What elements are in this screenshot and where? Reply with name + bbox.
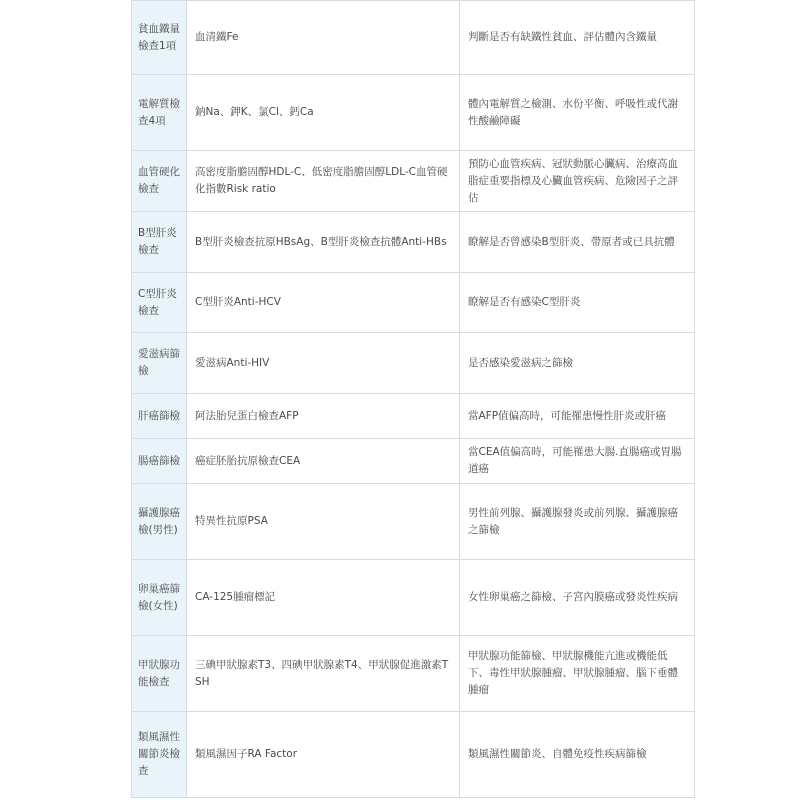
category-cell: [132, 560, 187, 636]
description-cell: [460, 484, 695, 560]
category-label: 甲狀腺功能檢查: [138, 658, 180, 688]
table-row: [132, 273, 695, 333]
table-row: [132, 484, 695, 560]
table-row: [132, 712, 695, 798]
item-cell: [187, 333, 460, 394]
category-label: 愛滋病篩檢: [138, 348, 180, 377]
description-label: 女性卵巢癌之篩檢、子宮內膜癌或發炎性疾病: [468, 591, 678, 603]
category-label: 血管硬化檢查: [138, 166, 180, 195]
description-cell: [460, 712, 695, 798]
item-label: B型肝炎檢查抗原HBsAg、B型肝炎檢查抗體Anti-HBs: [195, 235, 447, 248]
table-row: [132, 333, 695, 394]
category-label: B型肝炎檢查: [138, 227, 177, 256]
category-label: 電解質檢查4項: [138, 97, 180, 127]
item-cell: [187, 394, 460, 439]
description-cell: [460, 439, 695, 484]
item-cell: [187, 636, 460, 712]
description-label: 判斷是否有缺鐵性貧血、評估體內含鐵量: [468, 31, 657, 43]
category-label: 腸癌篩檢: [138, 454, 180, 467]
description-cell: [460, 273, 695, 333]
table-row: [132, 439, 695, 484]
table-row: [132, 394, 695, 439]
item-label: 血清鐵Fe: [195, 31, 239, 43]
table-row: [132, 212, 695, 273]
item-cell: [187, 439, 460, 484]
category-cell: [132, 636, 187, 712]
description-label: 預防心血管疾病、冠狀動脈心臟病、治療高血脂症重要指標及心臟血管疾病、危險因子之評估: [468, 157, 678, 204]
description-label: 是否感染愛滋病之篩檢: [468, 356, 573, 369]
item-label: 特異性抗原PSA: [195, 515, 268, 527]
item-cell: [187, 1, 460, 75]
description-label: 甲狀腺功能篩檢、甲狀腺機能亢進或機能低下、毒性甲狀腺腫瘤、甲狀腺腫瘤、腦下垂體腫瘤: [468, 650, 678, 696]
category-label: 攝護腺癌檢(男性): [138, 506, 180, 536]
description-label: 瞭解是否有感染C型肝炎: [468, 296, 581, 308]
category-cell: [132, 151, 187, 212]
item-cell: [187, 151, 460, 212]
table-row: [132, 636, 695, 712]
table-row: [132, 1, 695, 75]
description-cell: [460, 212, 695, 273]
table-row: [132, 75, 695, 151]
item-label: 癌症胚胎抗原檢查CEA: [195, 454, 301, 467]
description-label: 體內電解質之檢測、水份平衡、呼吸性或代謝性酸鹼障礙: [468, 97, 678, 127]
category-cell: [132, 273, 187, 333]
category-label: 肝癌篩檢: [138, 409, 180, 422]
category-cell: [132, 712, 187, 798]
category-label: 貧血鐵量檢查1項: [138, 22, 180, 52]
table-row: [132, 151, 695, 212]
description-label: 當CEA值偏高時，可能罹患大腸.直腸癌或胃腸道癌: [468, 446, 682, 475]
item-cell: [187, 212, 460, 273]
description-label: 類風濕性關節炎、自體免疫性疾病篩檢: [468, 748, 647, 760]
item-label: CA-125腫瘤標記: [195, 591, 276, 603]
category-label: 卵巢癌篩檢(女性): [138, 582, 180, 612]
description-label: 男性前列腺、攝護腺發炎或前列腺、攝護腺癌之篩檢: [468, 506, 678, 536]
description-label: 當AFP值偏高時，可能罹患慢性肝炎或肝癌: [468, 409, 667, 422]
category-cell: [132, 1, 187, 75]
category-label: 類風濕性關節炎檢查: [138, 731, 180, 777]
description-cell: [460, 333, 695, 394]
item-label: 愛滋病Anti-HIV: [195, 356, 270, 369]
category-cell: [132, 484, 187, 560]
item-cell: [187, 75, 460, 151]
item-label: 阿法胎兒蛋白檢查AFP: [195, 409, 299, 422]
description-label: 瞭解是否曾感染B型肝炎、帶原者或已具抗體: [468, 235, 675, 248]
description-cell: [460, 1, 695, 75]
category-cell: [132, 394, 187, 439]
item-label: 高密度脂膽固醇HDL-C、低密度脂膽固醇LDL-C血管硬化指數Risk ratio: [195, 166, 448, 195]
category-cell: [132, 75, 187, 151]
description-cell: [460, 636, 695, 712]
item-label: 鈉Na、鉀K、氯Cl、鈣Ca: [195, 106, 314, 118]
item-cell: [187, 712, 460, 798]
item-label: 三碘甲狀腺素T3、四碘甲狀腺素T4、甲狀腺促進激素TSH: [195, 658, 449, 688]
category-label: C型肝炎檢查: [138, 287, 177, 317]
health-exam-table: [131, 0, 695, 798]
description-cell: [460, 75, 695, 151]
category-cell: [132, 439, 187, 484]
item-cell: [187, 273, 460, 333]
description-cell: [460, 560, 695, 636]
item-cell: [187, 560, 460, 636]
category-cell: [132, 333, 187, 394]
item-label: C型肝炎Anti-HCV: [195, 296, 281, 308]
description-cell: [460, 394, 695, 439]
table-row: [132, 560, 695, 636]
item-cell: [187, 484, 460, 560]
category-cell: [132, 212, 187, 273]
description-cell: [460, 151, 695, 212]
item-label: 類風濕因子RA Factor: [195, 748, 298, 760]
